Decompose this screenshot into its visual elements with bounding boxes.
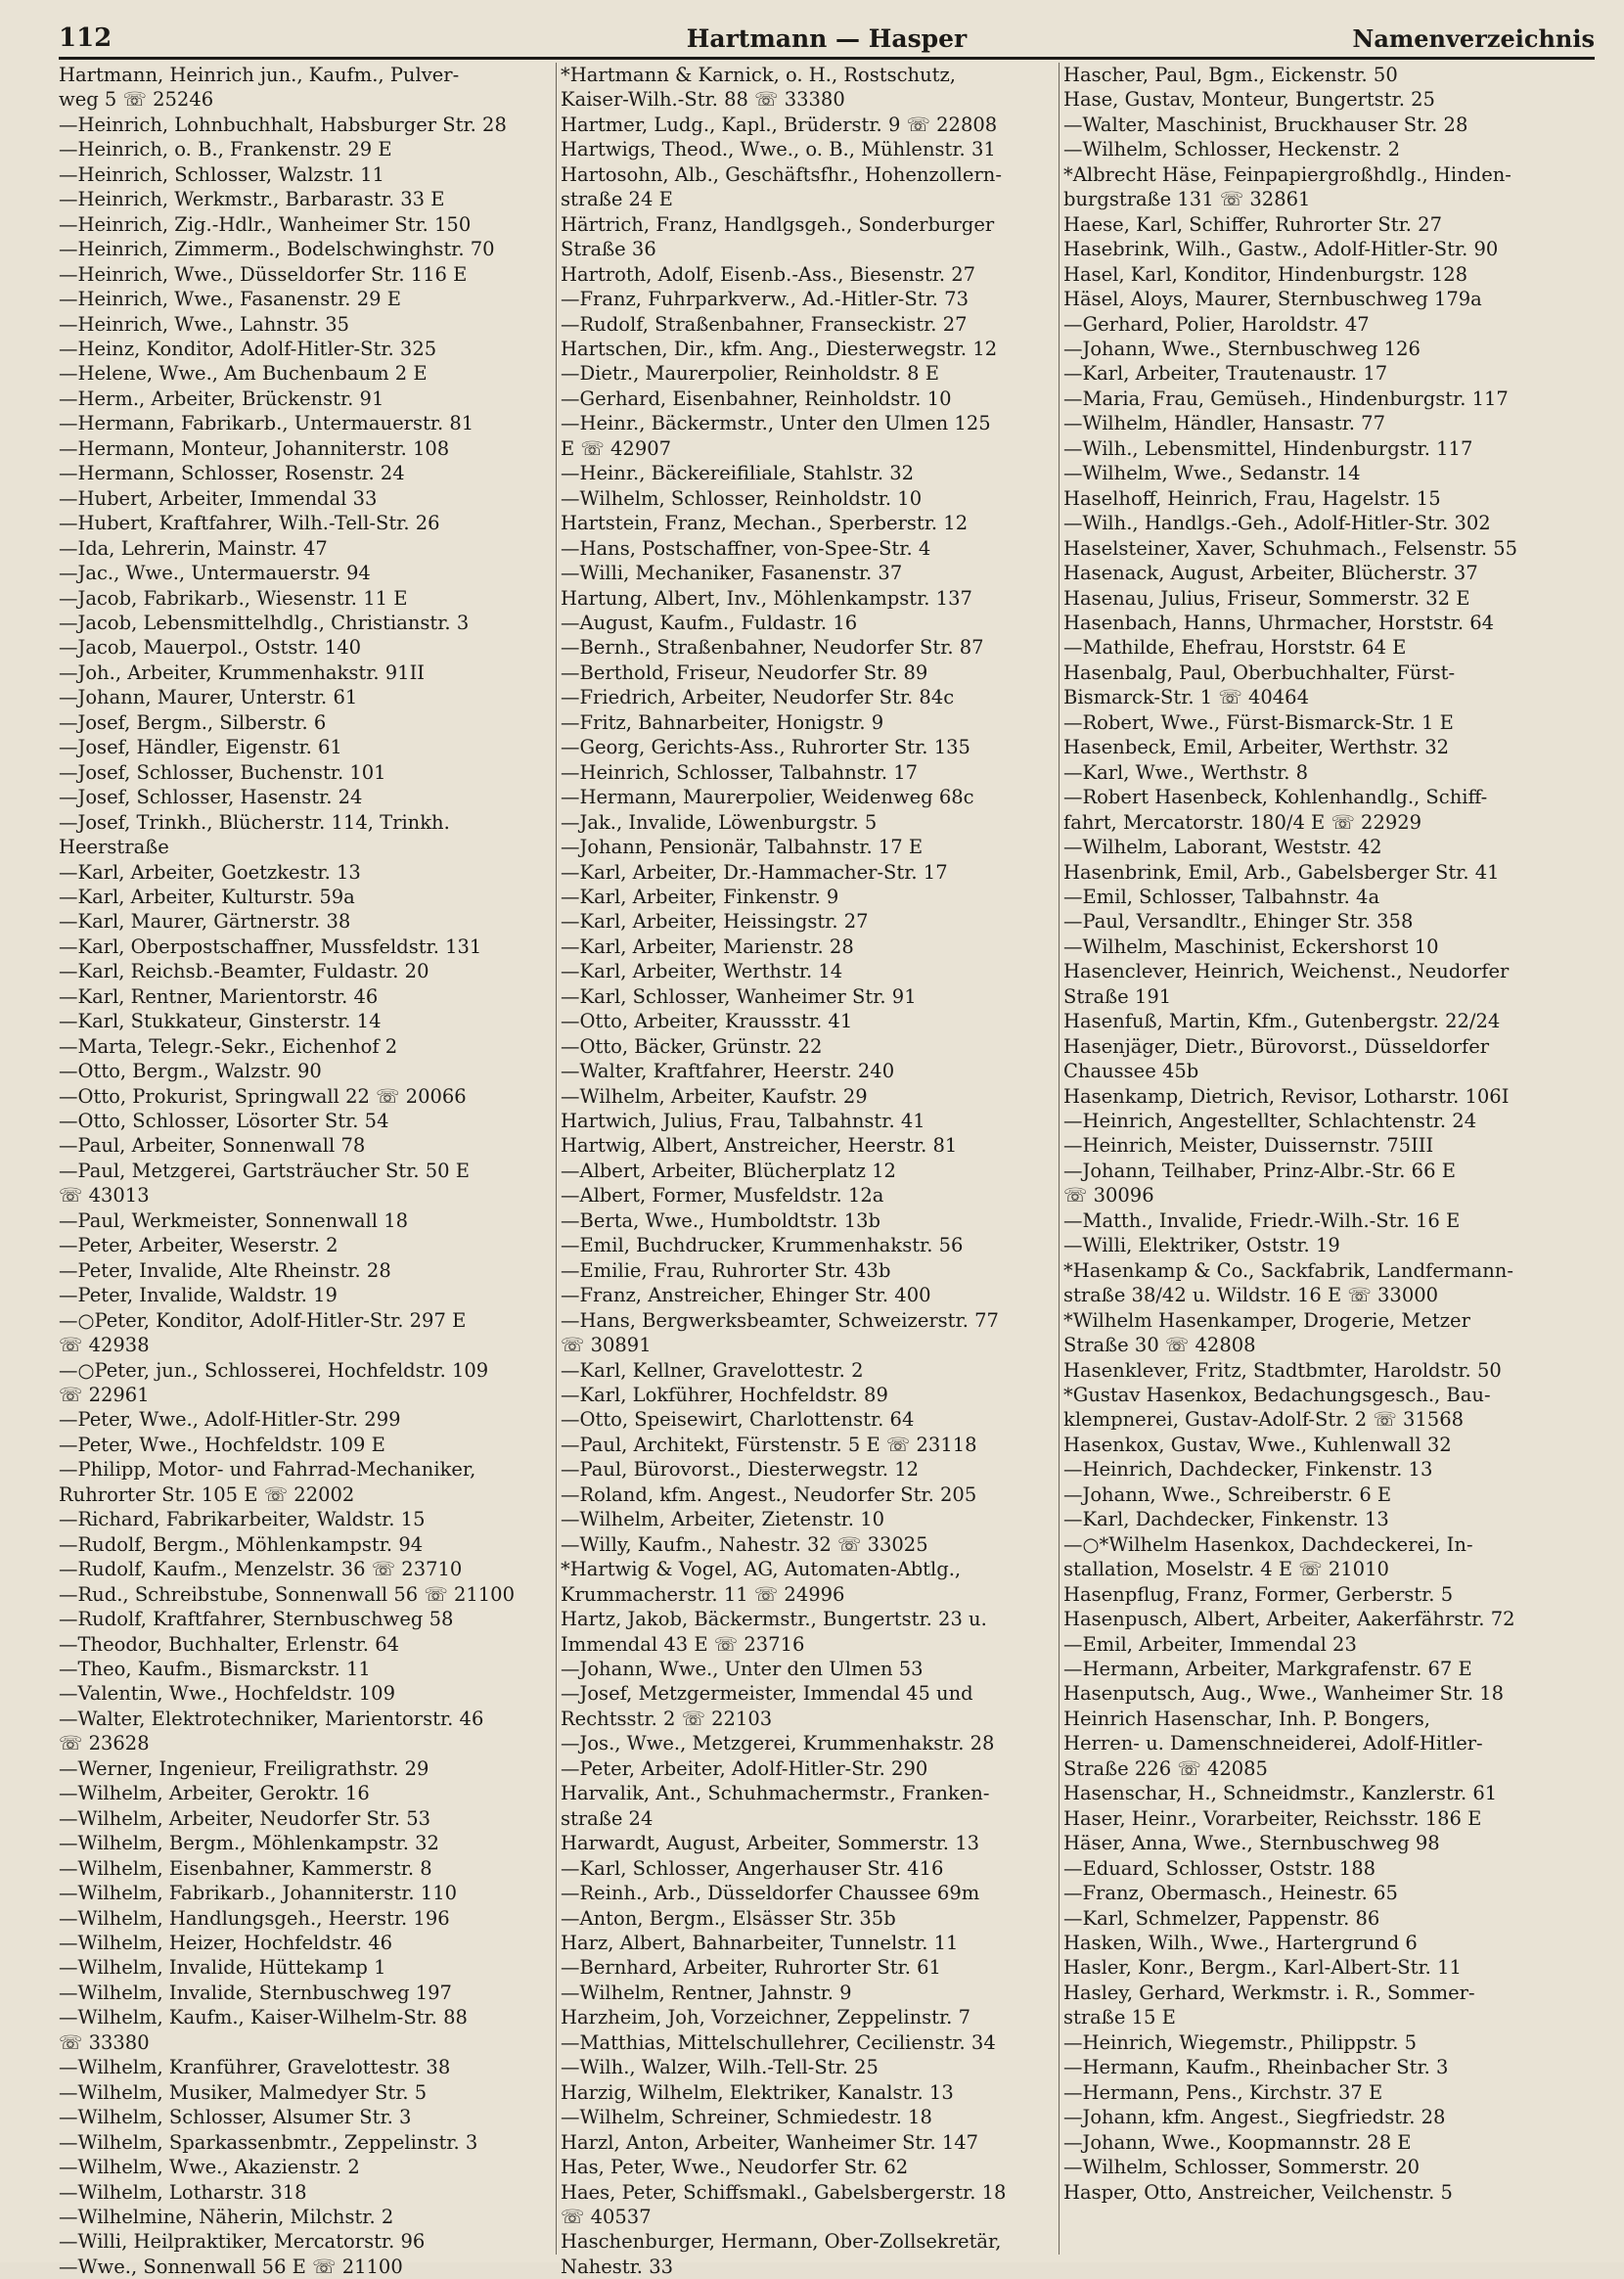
- directory-entry: —Wilhelm, Musiker, Malmedyer Str. 5: [59, 2080, 428, 2104]
- directory-entry: *Albrecht Häse, Feinpapiergroßhdlg., Hinden-: [1063, 162, 1511, 186]
- directory-entry: ☏ 30891: [561, 1334, 652, 1357]
- directory-entry: Hartwigs, Theod., Wwe., o. B., Mühlenstr. 31: [561, 138, 996, 161]
- directory-entry: Hasenputsch, Aug., Wwe., Wanheimer Str. 18: [1063, 1682, 1505, 1706]
- directory-entry: —Joh., Arbeiter, Krummenhakstr. 91II: [59, 661, 425, 684]
- directory-entry: Straße 226 ☏ 42085: [1063, 1756, 1268, 1780]
- directory-entry: Bismarck-Str. 1 ☏ 40464: [1063, 686, 1309, 709]
- directory-entry: —Heinrich, Meister, Duissernstr. 75III: [1063, 1134, 1434, 1158]
- directory-entry: —Willi, Heilpraktiker, Mercatorstr. 96: [59, 2230, 426, 2254]
- directory-entry: Hartmann, Heinrich jun., Kaufm., Pulver-: [59, 64, 460, 86]
- directory-entry: —Hans, Postschaffner, von-Spee-Str. 4: [561, 536, 931, 560]
- directory-entry: —Willi, Mechaniker, Fasanenstr. 37: [561, 562, 903, 585]
- directory-entry: —Willi, Elektriker, Oststr. 19: [1063, 1234, 1340, 1257]
- directory-entry: —Hermann, Schlosser, Rosenstr. 24: [59, 462, 405, 485]
- directory-entry: —Wilhelm, Händler, Hansastr. 77: [1063, 412, 1385, 435]
- directory-entry: Hasenack, August, Arbeiter, Blücherstr. 37: [1063, 562, 1478, 585]
- directory-entry: Hartz, Jakob, Bäckermstr., Bungertstr. 23 u.: [561, 1608, 987, 1631]
- directory-entry: Haese, Karl, Schiffer, Ruhrorter Str. 27: [1063, 212, 1442, 236]
- directory-entry: *Gustav Hasenkox, Bedachungsgesch., Bau-: [1063, 1384, 1491, 1407]
- directory-entry: straße 24: [561, 1806, 654, 1830]
- directory-entry: —Peter, Wwe., Hochfeldstr. 109 E: [59, 1433, 385, 1456]
- directory-entry: Harzheim, Joh, Vorzeichner, Zeppelinstr. 7: [561, 2006, 970, 2029]
- directory-entry: ☏ 30096: [1063, 1184, 1154, 1208]
- directory-entry: —Wilhelm, Arbeiter, Kaufstr. 29: [561, 1084, 868, 1108]
- directory-entry: —Peter, Invalide, Alte Rheinstr. 28: [59, 1258, 391, 1282]
- directory-entry: —Peter, Arbeiter, Adolf-Hitler-Str. 290: [561, 1756, 928, 1780]
- directory-entry: —Hermann, Arbeiter, Markgrafenstr. 67 E: [1063, 1658, 1472, 1680]
- directory-entry: —Eduard, Schlosser, Oststr. 188: [1063, 1856, 1376, 1880]
- directory-entry: —Wwe., Sonnenwall 56 E ☏ 21100: [59, 2255, 403, 2278]
- directory-entry: —Josef, Schlosser, Hasenstr. 24: [59, 786, 363, 809]
- directory-entry: —Richard, Fabrikarbeiter, Waldstr. 15: [59, 1508, 426, 1531]
- directory-entry: —Anton, Bergm., Elsässer Str. 35b: [561, 1906, 896, 1930]
- directory-entry: Hasenbrink, Emil, Arb., Gabelsberger Str. 41: [1063, 860, 1500, 884]
- directory-entry: —Peter, Wwe., Adolf-Hitler-Str. 299: [59, 1408, 401, 1432]
- directory-entry: Rechtsstr. 2 ☏ 22103: [561, 1707, 773, 1730]
- directory-entry: —Rudolf, Kraftfahrer, Sternbuschweg 58: [59, 1608, 454, 1631]
- directory-entry: —Paul, Metzgerei, Gartsträucher Str. 50 E: [59, 1159, 470, 1182]
- directory-entry: —Karl, Oberpostschaffner, Mussfeldstr. 131: [59, 934, 482, 958]
- directory-entry: —Georg, Gerichts-Ass., Ruhrorter Str. 135: [561, 736, 970, 759]
- directory-entry: Hasenfuß, Martin, Kfm., Gutenbergstr. 22/24: [1063, 1010, 1501, 1033]
- directory-entry: —Karl, Arbeiter, Dr.-Hammacher-Str. 17: [561, 860, 948, 884]
- directory-entry: —Wilhelm, Schlosser, Sommerstr. 20: [1063, 2156, 1421, 2179]
- directory-entry: —Wilhelm, Lotharstr. 318: [59, 2180, 307, 2204]
- directory-entry: —Wilh., Walzer, Wilh.-Tell-Str. 25: [561, 2056, 879, 2079]
- directory-entry: Chaussee 45b: [1063, 1060, 1199, 1083]
- directory-entry: —Ida, Lehrerin, Mainstr. 47: [59, 536, 328, 560]
- directory-entry: —Heinz, Konditor, Adolf-Hitler-Str. 325: [59, 337, 437, 360]
- directory-entry: Hartstein, Franz, Mechan., Sperberstr. 12: [561, 512, 969, 535]
- directory-entry: —Bernh., Straßenbahner, Neudorfer Str. 87: [561, 636, 984, 660]
- directory-entry: —Gerhard, Eisenbahner, Reinholdstr. 10: [561, 387, 952, 410]
- directory-entry: Hartroth, Adolf, Eisenb.-Ass., Biesenstr. 27: [561, 262, 976, 286]
- directory-entry: —Karl, Arbeiter, Trautenaustr. 17: [1063, 362, 1388, 386]
- directory-entry: —Franz, Anstreicher, Ehinger Str. 400: [561, 1284, 931, 1307]
- directory-entry: —Wilhelm, Schlosser, Heckenstr. 2: [1063, 138, 1401, 161]
- directory-entry: —Franz, Obermasch., Heinestr. 65: [1063, 1882, 1398, 1905]
- directory-entry: ☏ 40537: [561, 2205, 652, 2228]
- directory-entry: —Hermann, Maurerpolier, Weidenweg 68c: [561, 786, 974, 809]
- directory-entry: —Otto, Bergm., Walzstr. 90: [59, 1060, 322, 1083]
- directory-entry: —Heinrich, Schlosser, Talbahnstr. 17: [561, 760, 919, 784]
- directory-entry: —Heinrich, Angestellter, Schlachtenstr. 24: [1063, 1110, 1477, 1133]
- directory-entry: —Wilhelmine, Näherin, Milchstr. 2: [59, 2205, 394, 2228]
- directory-entry: —Herm., Arbeiter, Brückenstr. 91: [59, 387, 384, 410]
- directory-entry: —Hermann, Fabrikarb., Untermauerstr. 81: [59, 412, 474, 435]
- directory-entry: Straße 36: [561, 238, 656, 261]
- column-3: [1063, 63, 1597, 2255]
- directory-entry: —Hermann, Kaufm., Rheinbacher Str. 3: [1063, 2056, 1449, 2079]
- directory-entry: —Wilhelm, Fabrikarb., Johanniterstr. 110: [59, 1882, 458, 1905]
- directory-entry: —Karl, Schmelzer, Pappenstr. 86: [1063, 1906, 1380, 1930]
- directory-entry: —Franz, Fuhrparkverw., Ad.-Hitler-Str. 73: [561, 288, 969, 311]
- directory-entry: Hasenbalg, Paul, Oberbuchhalter, Fürst-: [1063, 661, 1456, 684]
- directory-entry: Hasebrink, Wilh., Gastw., Adolf-Hitler-Str. 90: [1063, 238, 1499, 261]
- directory-entry: —Karl, Arbeiter, Finkenstr. 9: [561, 885, 839, 908]
- directory-entry: —Rudolf, Kaufm., Menzelstr. 36 ☏ 23710: [59, 1558, 463, 1581]
- directory-entry: Harz, Albert, Bahnarbeiter, Tunnelstr. 11: [561, 1931, 959, 1954]
- directory-entry: Hascher, Paul, Bgm., Eickenstr. 50: [1063, 64, 1398, 86]
- directory-entry: Hasenkamp, Dietrich, Revisor, Lotharstr. 106I: [1063, 1084, 1510, 1108]
- directory-entry: —Hermann, Pens., Kirchstr. 37 E: [1063, 2080, 1383, 2104]
- directory-entry: —Karl, Stukkateur, Ginsterstr. 14: [59, 1010, 382, 1033]
- directory-entry: Harwardt, August, Arbeiter, Sommerstr. 13: [561, 1832, 980, 1855]
- directory-entry: ☏ 42938: [59, 1334, 150, 1357]
- directory-entry: —Karl, Kellner, Gravelottestr. 2: [561, 1358, 864, 1382]
- directory-entry: —Johann, Wwe., Schreiberstr. 6 E: [1063, 1482, 1392, 1506]
- directory-entry: Has, Peter, Wwe., Neudorfer Str. 62: [561, 2156, 909, 2179]
- directory-entry: —Werner, Ingenieur, Freiligrathstr. 29: [59, 1756, 429, 1780]
- directory-entry: Hartwig, Albert, Anstreicher, Heerstr. 81: [561, 1134, 958, 1158]
- directory-entry: Heerstraße: [59, 836, 169, 859]
- directory-entry: —Heinrich, Werkmstr., Barbarastr. 33 E: [59, 188, 445, 211]
- directory-entry: —Wilhelm, Arbeiter, Zietenstr. 10: [561, 1508, 885, 1531]
- directory-entry: —Jac., Wwe., Untermauerstr. 94: [59, 562, 371, 585]
- directory-entry: —Wilhelm, Heizer, Hochfeldstr. 46: [59, 1931, 393, 1954]
- section-title: Namenverzeichnis: [1352, 24, 1595, 53]
- directory-entry: —Johann, Wwe., Unter den Ulmen 53: [561, 1658, 924, 1680]
- directory-entry: —Wilhelm, Arbeiter, Neudorfer Str. 53: [59, 1806, 431, 1830]
- column-2: [561, 63, 1055, 2278]
- directory-entry: —Otto, Schlosser, Lösorter Str. 54: [59, 1110, 389, 1133]
- directory-entry: —Johann, Pensionär, Talbahnstr. 17 E: [561, 836, 924, 859]
- directory-entry: —Bernhard, Arbeiter, Ruhrorter Str. 61: [561, 1956, 941, 1980]
- directory-entry: Hasenkox, Gustav, Wwe., Kuhlenwall 32: [1063, 1433, 1452, 1456]
- directory-entry: —Karl, Wwe., Werthstr. 8: [1063, 760, 1309, 784]
- directory-entry: Harvalik, Ant., Schuhmachermstr., Franken-: [561, 1782, 990, 1805]
- directory-entry: —Emil, Arbeiter, Immendal 23: [1063, 1632, 1357, 1656]
- directory-entry: —Josef, Metzgermeister, Immendal 45 und: [561, 1682, 973, 1706]
- directory-entry: —Karl, Arbeiter, Heissingstr. 27: [561, 910, 869, 934]
- directory-entry: —Otto, Bäcker, Grünstr. 22: [561, 1034, 823, 1058]
- directory-entry: —Heinr., Bäckereifiliale, Stahlstr. 32: [561, 462, 915, 485]
- directory-entry: Hasley, Gerhard, Werkmstr. i. R., Sommer-: [1063, 1981, 1475, 2004]
- directory-entry: —Wilhelm, Kranführer, Gravelottestr. 38: [59, 2056, 451, 2079]
- directory-entry: Krummacherstr. 11 ☏ 24996: [561, 1582, 845, 1606]
- directory-entry: —Hubert, Kraftfahrer, Wilh.-Tell-Str. 26: [59, 512, 440, 535]
- directory-entry: —Karl, Maurer, Gärtnerstr. 38: [59, 910, 351, 934]
- directory-entry: —Peter, Arbeiter, Weserstr. 2: [59, 1234, 338, 1257]
- directory-entry: straße 24 E: [561, 188, 673, 211]
- directory-entry: Hasenpflug, Franz, Former, Gerberstr. 5: [1063, 1582, 1454, 1606]
- directory-entry: —Karl, Schlosser, Wanheimer Str. 91: [561, 984, 917, 1008]
- directory-entry: —Walter, Elektrotechniker, Marientorstr. 46: [59, 1707, 484, 1730]
- column-1: [59, 63, 553, 2278]
- directory-entry: —Dietr., Maurerpolier, Reinholdstr. 8 E: [561, 362, 939, 386]
- directory-entry: Hasenbeck, Emil, Arbeiter, Werthstr. 32: [1063, 736, 1450, 759]
- directory-entry: —Otto, Arbeiter, Kraussstr. 41: [561, 1010, 853, 1033]
- directory-entry: —Matthias, Mittelschullehrer, Cecilienstr. 34: [561, 2030, 996, 2054]
- directory-entry: Hasenjäger, Dietr., Bürovorst., Düsseldorfer: [1063, 1034, 1490, 1058]
- directory-entry: —Karl, Rentner, Marientorstr. 46: [59, 984, 379, 1008]
- directory-entry: Hasenklever, Fritz, Stadtbmter, Haroldstr. 50: [1063, 1358, 1502, 1382]
- directory-entry: —Heinrich, Wiegemstr., Philippstr. 5: [1063, 2030, 1418, 2054]
- directory-entry: Ruhrorter Str. 105 E ☏ 22002: [59, 1482, 355, 1506]
- page-number: 112: [59, 23, 113, 53]
- directory-entry: —Reinh., Arb., Düsseldorfer Chaussee 69m: [561, 1882, 980, 1905]
- directory-entry: —○Peter, Konditor, Adolf-Hitler-Str. 297 E: [59, 1308, 467, 1332]
- directory-entry: —Johann, Wwe., Koopmannstr. 28 E: [1063, 2130, 1412, 2154]
- directory-entry: —Jos., Wwe., Metzgerei, Krummenhakstr. 28: [561, 1732, 995, 1755]
- directory-entry: klempnerei, Gustav-Adolf-Str. 2 ☏ 31568: [1063, 1408, 1465, 1432]
- directory-entry: —Mathilde, Ehefrau, Horststr. 64 E: [1063, 636, 1407, 660]
- directory-entry: —Wilhelm, Schlosser, Alsumer Str. 3: [59, 2106, 412, 2129]
- directory-entry: —Robert Hasenbeck, Kohlenhandlg., Schiff-: [1063, 786, 1488, 809]
- directory-entry: —Hans, Bergwerksbeamter, Schweizerstr. 77: [561, 1308, 999, 1332]
- directory-entry: Hasenclever, Heinrich, Weichenst., Neudorfer: [1063, 960, 1510, 983]
- directory-entry: —Johann, kfm. Angest., Siegfriedstr. 28: [1063, 2106, 1446, 2129]
- directory-entry: Haselsteiner, Xaver, Schuhmach., Felsenstr. 55: [1063, 536, 1518, 560]
- directory-entry: —Robert, Wwe., Fürst-Bismarck-Str. 1 E: [1063, 710, 1454, 734]
- directory-entry: —Otto, Prokurist, Springwall 22 ☏ 20066: [59, 1084, 467, 1108]
- directory-entry: Hartschen, Dir., kfm. Ang., Diesterwegstr. 12: [561, 337, 998, 360]
- directory-entry: —Jacob, Fabrikarb., Wiesenstr. 11 E: [59, 586, 408, 610]
- directory-entry: *Hasenkamp & Co., Sackfabrik, Landfermann-: [1063, 1258, 1513, 1282]
- directory-entry: —Josef, Händler, Eigenstr. 61: [59, 736, 342, 759]
- directory-entry: —August, Kaufm., Fuldastr. 16: [561, 611, 858, 634]
- directory-entry: —Wilhelm, Schlosser, Reinholdstr. 10: [561, 486, 923, 510]
- directory-entry: —Heinrich, Zimmerm., Bodelschwinghstr. 70: [59, 238, 495, 261]
- directory-entry: —Wilhelm, Invalide, Sternbuschweg 197: [59, 1981, 452, 2004]
- directory-entry: —Walter, Kraftfahrer, Heerstr. 240: [561, 1060, 895, 1083]
- directory-entry: Harzl, Anton, Arbeiter, Wanheimer Str. 147: [561, 2130, 979, 2154]
- directory-entry: —Matth., Invalide, Friedr.-Wilh.-Str. 16 E: [1063, 1208, 1461, 1232]
- directory-entry: —Wilhelm, Eisenbahner, Kammerstr. 8: [59, 1856, 432, 1880]
- directory-entry: —Helene, Wwe., Am Buchenbaum 2 E: [59, 362, 428, 386]
- directory-entry: —Emilie, Frau, Ruhrorter Str. 43b: [561, 1258, 891, 1282]
- directory-entry: —Fritz, Bahnarbeiter, Honigstr. 9: [561, 710, 884, 734]
- directory-entry: Nahestr. 33: [561, 2255, 674, 2278]
- directory-entry: —Wilhelm, Arbeiter, Geroktr. 16: [59, 1782, 370, 1805]
- directory-entry: Haselhoff, Heinrich, Frau, Hagelstr. 15: [1063, 486, 1441, 510]
- directory-entry: —Karl, Arbeiter, Werthstr. 14: [561, 960, 843, 983]
- directory-entry: —Emil, Schlosser, Talbahnstr. 4a: [1063, 885, 1380, 908]
- directory-entry: Herren- u. Damenschneiderei, Adolf-Hitler-: [1063, 1732, 1483, 1755]
- directory-entry: —Berthold, Friseur, Neudorfer Str. 89: [561, 661, 928, 684]
- directory-entry: Straße 30 ☏ 42808: [1063, 1334, 1256, 1357]
- directory-entry: —Wilhelm, Wwe., Akazienstr. 2: [59, 2156, 360, 2179]
- directory-entry: straße 38/42 u. Wildstr. 16 E ☏ 33000: [1063, 1284, 1439, 1307]
- directory-entry: Hartmer, Ludg., Kapl., Brüderstr. 9 ☏ 22808: [561, 113, 998, 136]
- directory-entry: —Wilhelm, Maschinist, Eckershorst 10: [1063, 934, 1439, 958]
- directory-entry: Hasenpusch, Albert, Arbeiter, Aakerfährstr. 72: [1063, 1608, 1515, 1631]
- directory-entry: —Karl, Lokführer, Hochfeldstr. 89: [561, 1384, 888, 1407]
- directory-entry: E ☏ 42907: [561, 436, 672, 460]
- directory-entry: —Philipp, Motor- und Fahrrad-Mechaniker,: [59, 1458, 476, 1481]
- directory-entry: —Valentin, Wwe., Hochfeldstr. 109: [59, 1682, 395, 1706]
- directory-entry: —Jak., Invalide, Löwenburgstr. 5: [561, 810, 878, 834]
- directory-entry: stallation, Moselstr. 4 E ☏ 21010: [1063, 1558, 1389, 1581]
- directory-entry: —Paul, Architekt, Fürstenstr. 5 E ☏ 23118: [561, 1433, 977, 1456]
- directory-entry: —Karl, Arbeiter, Kulturstr. 59a: [59, 885, 355, 908]
- directory-entry: —Paul, Werkmeister, Sonnenwall 18: [59, 1208, 409, 1232]
- directory-entry: —Josef, Trinkh., Blücherstr. 114, Trinkh.: [59, 810, 450, 834]
- directory-entry: —Jacob, Mauerpol., Oststr. 140: [59, 636, 362, 660]
- directory-entry: Hasper, Otto, Anstreicher, Veilchenstr. 5: [1063, 2180, 1453, 2204]
- directory-entry: straße 15 E: [1063, 2006, 1176, 2029]
- directory-entry: —Johann, Wwe., Sternbuschweg 126: [1063, 337, 1421, 360]
- directory-entry: —Wilhelm, Rentner, Jahnstr. 9: [561, 1981, 852, 2004]
- directory-entry: —Josef, Bergm., Silberstr. 6: [59, 710, 327, 734]
- directory-entry: —Paul, Arbeiter, Sonnenwall 78: [59, 1134, 366, 1158]
- directory-entry: —Heinrich, Wwe., Fasanenstr. 29 E: [59, 288, 401, 311]
- directory-entry: —Theodor, Buchhalter, Erlenstr. 64: [59, 1632, 400, 1656]
- directory-entry: —Karl, Dachdecker, Finkenstr. 13: [1063, 1508, 1389, 1531]
- directory-entry: Haschenburger, Hermann, Ober-Zollsekretär,: [561, 2230, 1002, 2254]
- directory-entry: Immendal 43 E ☏ 23716: [561, 1632, 805, 1656]
- directory-entry: —Albert, Arbeiter, Blücherplatz 12: [561, 1159, 896, 1182]
- directory-entry: —Roland, kfm. Angest., Neudorfer Str. 205: [561, 1482, 977, 1506]
- directory-entry: —Paul, Bürovorst., Diesterwegstr. 12: [561, 1458, 920, 1481]
- directory-entry: ☏ 23628: [59, 1732, 150, 1755]
- directory-entry: *Hartmann & Karnick, o. H., Rostschutz,: [561, 64, 956, 86]
- directory-entry: —Karl, Reichsb.-Beamter, Fuldastr. 20: [59, 960, 429, 983]
- directory-entry: Harzig, Wilhelm, Elektriker, Kanalstr. 13: [561, 2080, 954, 2104]
- directory-entry: —Otto, Speisewirt, Charlottenstr. 64: [561, 1408, 915, 1432]
- directory-entry: —Heinrich, Wwe., Düsseldorfer Str. 116 E: [59, 262, 468, 286]
- directory-entry: —Wilhelm, Handlungsgeh., Heerstr. 196: [59, 1906, 450, 1930]
- directory-entry: fahrt, Mercatorstr. 180/4 E ☏ 22929: [1063, 810, 1422, 834]
- directory-entry: —Wilhelm, Sparkassenbmtr., Zeppelinstr. 3: [59, 2130, 478, 2154]
- directory-entry: Straße 191: [1063, 984, 1172, 1008]
- directory-entry: —Marta, Telegr.-Sekr., Eichenhof 2: [59, 1034, 398, 1058]
- directory-entry: —Peter, Invalide, Waldstr. 19: [59, 1284, 338, 1307]
- directory-entry: —Friedrich, Arbeiter, Neudorfer Str. 84c: [561, 686, 955, 709]
- directory-entry: Hasenau, Julius, Friseur, Sommerstr. 32 E: [1063, 586, 1470, 610]
- directory-entry: —Heinrich, o. B., Frankenstr. 29 E: [59, 138, 392, 161]
- directory-entry: —Wilh., Handlgs.-Geh., Adolf-Hitler-Str. 302: [1063, 512, 1491, 535]
- directory-entry: —Albert, Former, Musfeldstr. 12a: [561, 1184, 884, 1208]
- directory-entry: Hasken, Wilh., Wwe., Hartergrund 6: [1063, 1931, 1418, 1954]
- directory-entry: Kaiser-Wilh.-Str. 88 ☏ 33380: [561, 88, 845, 112]
- directory-entry: —Gerhard, Polier, Haroldstr. 47: [1063, 312, 1370, 336]
- directory-entry: —Karl, Schlosser, Angerhauser Str. 416: [561, 1856, 944, 1880]
- directory-entry: Häser, Anna, Wwe., Sternbuschweg 98: [1063, 1832, 1440, 1855]
- directory-entry: —Hubert, Arbeiter, Immendal 33: [59, 486, 378, 510]
- directory-entry: —○*Wilhelm Hasenkox, Dachdeckerei, In-: [1063, 1532, 1473, 1556]
- directory-entry: Hartosohn, Alb., Geschäftsfhr., Hohenzollern-: [561, 162, 1002, 186]
- directory-entry: —Rudolf, Straßenbahner, Franseckistr. 27: [561, 312, 968, 336]
- directory-entry: —Johann, Teilhaber, Prinz-Albr.-Str. 66 E: [1063, 1159, 1456, 1182]
- directory-entry: —Jacob, Lebensmittelhdlg., Christianstr. 3: [59, 611, 470, 634]
- directory-entry: —Heinrich, Lohnbuchhalt, Habsburger Str. 28: [59, 113, 507, 136]
- directory-entry: Heinrich Hasenschar, Inh. P. Bongers,: [1063, 1707, 1430, 1730]
- directory-entry: —Rudolf, Bergm., Möhlenkampstr. 94: [59, 1532, 424, 1556]
- directory-entry: Hase, Gustav, Monteur, Bungertstr. 25: [1063, 88, 1435, 112]
- directory-entry: —○Peter, jun., Schlosserei, Hochfeldstr. 109: [59, 1358, 489, 1382]
- directory-entry: —Heinrich, Wwe., Lahnstr. 35: [59, 312, 350, 336]
- directory-entry: Härtrich, Franz, Handlgsgeh., Sonderburger: [561, 212, 995, 236]
- directory-entry: —Johann, Maurer, Unterstr. 61: [59, 686, 358, 709]
- directory-entry: weg 5 ☏ 25246: [59, 88, 214, 112]
- directory-entry: —Wilhelm, Bergm., Möhlenkampstr. 32: [59, 1832, 439, 1855]
- directory-entry: —Willy, Kaufm., Nahestr. 32 ☏ 33025: [561, 1532, 928, 1556]
- directory-entry: *Wilhelm Hasenkamper, Drogerie, Metzer: [1063, 1308, 1470, 1332]
- directory-entry: —Berta, Wwe., Humboldtstr. 13b: [561, 1208, 880, 1232]
- directory-entry: —Theo, Kaufm., Bismarckstr. 11: [59, 1658, 371, 1680]
- directory-entry: —Emil, Buchdrucker, Krummenhakstr. 56: [561, 1234, 964, 1257]
- page-header: [59, 18, 1595, 60]
- directory-entry: Hasel, Karl, Konditor, Hindenburgstr. 128: [1063, 262, 1468, 286]
- directory-entry: —Paul, Versandltr., Ehinger Str. 358: [1063, 910, 1414, 934]
- directory-entry: —Wilhelm, Invalide, Hüttekamp 1: [59, 1956, 386, 1980]
- directory-entry: —Wilhelm, Schreiner, Schmiedestr. 18: [561, 2106, 932, 2129]
- directory-entry: Hartwich, Julius, Frau, Talbahnstr. 41: [561, 1110, 925, 1133]
- directory-entry: —Josef, Schlosser, Buchenstr. 101: [59, 760, 386, 784]
- directory-entry: —Karl, Arbeiter, Goetzkestr. 13: [59, 860, 361, 884]
- directory-entry: ☏ 43013: [59, 1184, 150, 1208]
- directory-entry: burgstraße 131 ☏ 32861: [1063, 188, 1311, 211]
- directory-entry: Hasenbach, Hanns, Uhrmacher, Horststr. 64: [1063, 611, 1495, 634]
- directory-entry: —Wilhelm, Kaufm., Kaiser-Wilhelm-Str. 88: [59, 2006, 468, 2029]
- directory-entry: —Maria, Frau, Gemüseh., Hindenburgstr. 117: [1063, 387, 1509, 410]
- directory-entry: —Wilhelm, Wwe., Sedanstr. 14: [1063, 462, 1361, 485]
- directory-entry: Hasenschar, H., Schneidmstr., Kanzlerstr. 61: [1063, 1782, 1498, 1805]
- directory-entry: —Karl, Arbeiter, Marienstr. 28: [561, 934, 854, 958]
- directory-entry: —Heinrich, Dachdecker, Finkenstr. 13: [1063, 1458, 1433, 1481]
- directory-entry: ☏ 22961: [59, 1384, 150, 1407]
- directory-entry: ☏ 33380: [59, 2030, 150, 2054]
- directory-entry: —Walter, Maschinist, Bruckhauser Str. 28: [1063, 113, 1468, 136]
- directory-entry: *Hartwig & Vogel, AG, Automaten-Abtlg.,: [561, 1558, 962, 1581]
- directory-entry: Haes, Peter, Schiffsmakl., Gabelsbergerstr. 18: [561, 2180, 1007, 2204]
- directory-entry: Hartung, Albert, Inv., Möhlenkampstr. 137: [561, 586, 972, 610]
- directory-entry: Häsel, Aloys, Maurer, Sternbuschweg 179a: [1063, 288, 1482, 311]
- directory-entry: —Hermann, Monteur, Johanniterstr. 108: [59, 436, 450, 460]
- page-title: Hartmann — Hasper: [686, 24, 968, 53]
- directory-entry: —Heinr., Bäckermstr., Unter den Ulmen 125: [561, 412, 991, 435]
- directory-entry: Haser, Heinr., Vorarbeiter, Reichsstr. 186 E: [1063, 1806, 1482, 1830]
- directory-entry: —Heinrich, Schlosser, Walzstr. 11: [59, 162, 384, 186]
- directory-entry: —Rud., Schreibstube, Sonnenwall 56 ☏ 21100: [59, 1582, 515, 1606]
- directory-entry: —Wilh., Lebensmittel, Hindenburgstr. 117: [1063, 436, 1473, 460]
- directory-entry: Hasler, Konr., Bergm., Karl-Albert-Str. 11: [1063, 1956, 1462, 1980]
- directory-entry: —Heinrich, Zig.-Hdlr., Wanheimer Str. 150: [59, 212, 472, 236]
- directory-entry: —Wilhelm, Laborant, Weststr. 42: [1063, 836, 1382, 859]
